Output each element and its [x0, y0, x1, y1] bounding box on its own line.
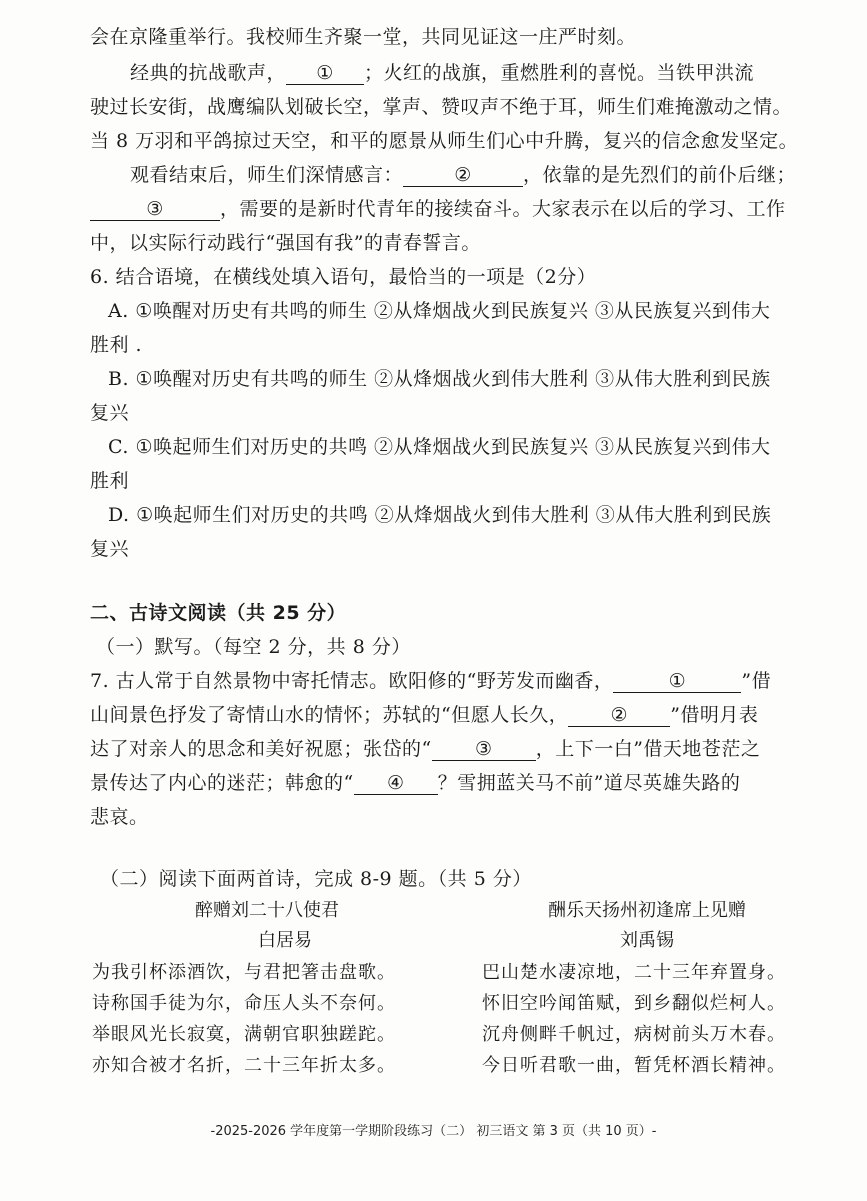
- fill-blank-2: [403, 164, 523, 187]
- question-text: ”借: [741, 670, 772, 692]
- blank-number: ④: [386, 772, 405, 794]
- question-text: 景传达了内心的迷茫；韩愈的“: [90, 772, 354, 794]
- passage-line-1: 会在京隆重举行。我校师生齐聚一堂，共同见证这一庄严时刻。: [90, 26, 637, 48]
- poem-1-line: 亦知合被才名折，二十三年折太多。: [92, 1055, 396, 1076]
- passage-text: ，需要的是新时代青年的接续奋斗。大家表示在以后的学习、工作: [220, 198, 786, 220]
- passage-text: ；火红的战旗，重燃胜利的喜悦。当铁甲洪流: [364, 62, 755, 84]
- poem-1-line: 诗称国手徒为尔，命压人头不奈何。: [92, 993, 396, 1014]
- question-text: 达了对亲人的思念和美好祝愿；张岱的“: [90, 738, 432, 760]
- question-text: 7. 古人常于自然景物中寄托情志。欧阳修的“野芳发而幽香，: [90, 670, 614, 692]
- fill-blank-1: [286, 62, 364, 85]
- question-text: ”借明月表: [670, 704, 759, 726]
- fill-blank-q7-3: [432, 738, 536, 761]
- poem-2-line: 怀旧空吟闻笛赋，到乡翻似烂柯人。: [482, 993, 786, 1014]
- blank-number: ①: [668, 670, 687, 692]
- option-b-line-2: 复兴: [90, 402, 130, 424]
- passage-line-7: 中，以实际行动践行“强国有我”的青春誓言。: [90, 232, 481, 254]
- passage-line-6: [90, 196, 815, 222]
- question-text: ？雪拥蓝关马不前”道尽英雄失路的: [437, 772, 741, 794]
- option-a-line-1: A. ①唤醒对历史有共鸣的师生 ②从烽烟战火到民族复兴 ③从民族复兴到伟大: [108, 300, 771, 322]
- question-text: 山间景色抒发了寄情山水的情怀；苏轼的“但愿人长久，: [90, 704, 569, 726]
- question-7-line-2: [90, 702, 815, 728]
- poem-2-line: 巴山楚水凄凉地，二十三年弃置身。: [482, 962, 786, 983]
- passage-line-2: [130, 60, 815, 86]
- poem-1-line: 为我引杯添酒饮，与君把箸击盘歌。: [92, 962, 396, 983]
- poem-1-title: 醉赠刘二十八使君: [195, 900, 339, 921]
- section-2-title: 二、古诗文阅读（共 25 分）: [90, 602, 347, 624]
- option-b-line-1: B. ①唤醒对历史有共鸣的师生 ②从烽烟战火到伟大胜利 ③从伟大胜利到民族: [108, 368, 771, 390]
- fill-blank-3: [90, 198, 220, 221]
- option-c-line-2: 胜利: [90, 470, 130, 492]
- blank-number: ②: [454, 164, 472, 186]
- fill-blank-q7-2: [568, 704, 670, 727]
- page-footer: -2025-2026 学年度第一学期阶段练习（二） 初三语文 第 3 页（共 10 页）-: [210, 1124, 657, 1139]
- question-text: ，上下一白”借天地苍茫之: [535, 738, 761, 760]
- question-6-stem: 6. 结合语境，在横线处填入语句，最恰当的一项是（2分）: [90, 266, 597, 288]
- passage-line-3: 驶过长安街，战鹰编队划破长空，掌声、赞叹声不绝于耳，师生们难掩激动之情。: [90, 96, 793, 118]
- question-7-line-3: [90, 736, 815, 762]
- poem-2-title: 酬乐天扬州初逢席上见赠: [548, 900, 746, 921]
- passage-text: ，依靠的是先烈们的前仆后继；: [523, 164, 797, 186]
- fill-blank-q7-1: [613, 670, 741, 693]
- poem-1-author: 白居易: [258, 930, 312, 951]
- blank-number: ③: [474, 738, 493, 760]
- blank-number: ③: [146, 198, 164, 220]
- question-7-line-1: [90, 668, 815, 694]
- question-7-line-4: [90, 770, 815, 796]
- option-d-line-1: D. ①唤起师生们对历史的共鸣 ②从烽烟战火到伟大胜利 ③从伟大胜利到民族: [108, 504, 772, 526]
- option-c-line-1: C. ①唤起师生们对历史的共鸣 ②从烽烟战火到民族复兴 ③从民族复兴到伟大: [108, 436, 771, 458]
- subsection-1-title: （一）默写。（每空 2 分，共 8 分）: [96, 636, 411, 658]
- blank-number: ②: [610, 704, 628, 726]
- option-a-line-2: 胜利 .: [90, 334, 143, 356]
- question-7-line-5: 悲哀。: [90, 806, 149, 828]
- poem-1-line: 举眼风光长寂寞，满朝官职独蹉跎。: [92, 1024, 396, 1045]
- passage-text: 观看结束后，师生们深情感言：: [130, 164, 404, 186]
- poem-2-line: 今日听君歌一曲，暂凭杯酒长精神。: [482, 1055, 786, 1076]
- passage-text: 经典的抗战歌声，: [130, 62, 287, 84]
- blank-number: ①: [316, 62, 334, 84]
- passage-line-5: [130, 162, 815, 188]
- passage-line-4: 当 8 万羽和平鸽掠过天空，和平的愿景从师生们心中升腾，复兴的信念愈发坚定。: [90, 130, 799, 152]
- poem-2-line: 沉舟侧畔千帆过，病树前头万木春。: [482, 1024, 786, 1045]
- poem-2-author: 刘禹锡: [620, 930, 674, 951]
- fill-blank-q7-4: [354, 772, 438, 795]
- option-d-line-2: 复兴: [90, 538, 130, 560]
- subsection-2-title: （二）阅读下面两首诗，完成 8-9 题。（共 5 分）: [100, 868, 532, 890]
